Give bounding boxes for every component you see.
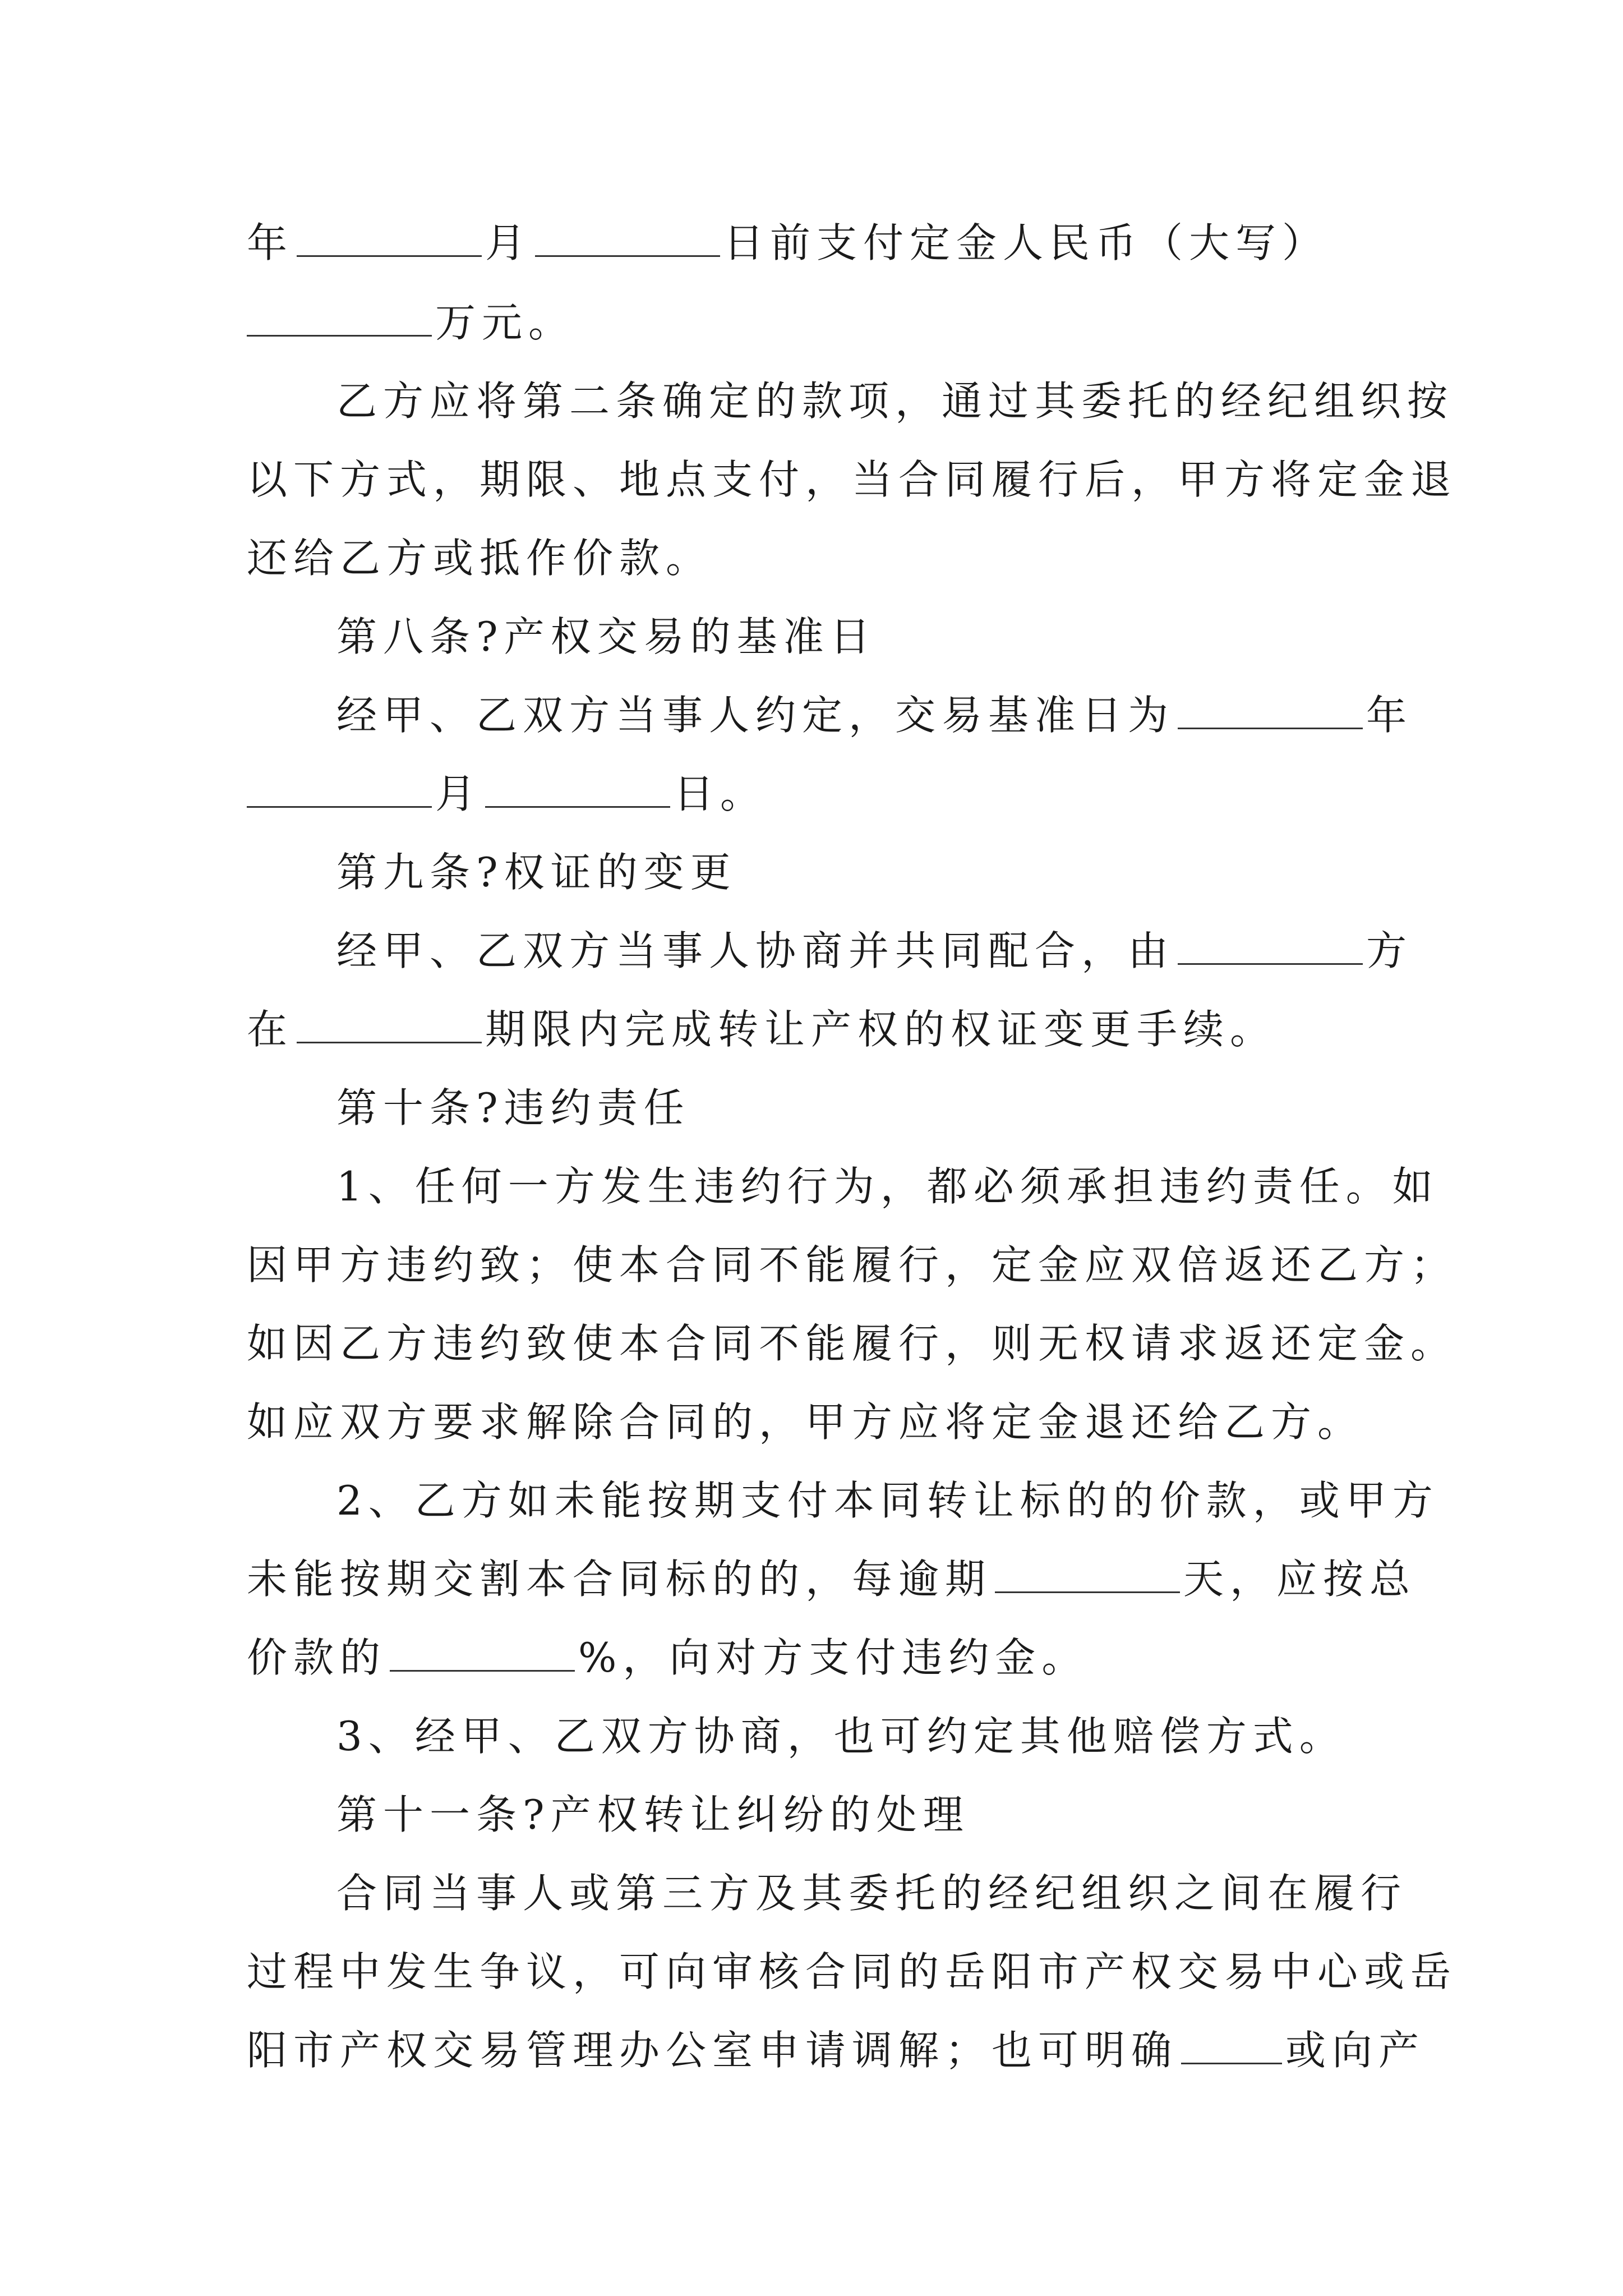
text-line bbox=[247, 1630, 1088, 1686]
paragraph-line: 合同当事人或第三方及其委托的经纪组织之间在履行 bbox=[336, 1870, 1408, 1917]
paragraph-line: 1、任何一方发生违约行为，都必须承担违约责任。如 bbox=[336, 1163, 1439, 1210]
text-segment: 在 bbox=[247, 1006, 294, 1053]
blank-field bbox=[535, 222, 720, 257]
paragraph-line: 如因乙方违约致使本合同不能履行，则无权请求返还定金。 bbox=[247, 1320, 1458, 1367]
blank-field bbox=[297, 222, 482, 257]
blank-field bbox=[1178, 930, 1363, 965]
paragraph-line: 乙方应将第二条确定的款项，通过其委托的经纪组织按 bbox=[336, 378, 1454, 425]
text-line bbox=[336, 687, 1413, 743]
paragraph-line: 因甲方违约致；使本合同不能履行，定金应双倍返还乙方； bbox=[247, 1241, 1458, 1289]
paragraph-line: 以下方式，期限、地点支付，当合同履行后，甲方将定金退 bbox=[247, 456, 1458, 503]
blank-field bbox=[995, 1558, 1180, 1593]
text-segment: 期限内完成转让产权的权证变更手续。 bbox=[485, 1006, 1277, 1053]
text-segment: 阳市产权交易管理办公室申请调解；也可明确 bbox=[247, 2027, 1178, 2074]
paragraph-line: 还给乙方或抵作价款。 bbox=[247, 535, 713, 582]
paragraph-line: 2、乙方如未能按期支付本同转让标的的价款，或甲方 bbox=[336, 1477, 1439, 1524]
text-line bbox=[247, 2022, 1425, 2078]
text-segment: 未能按期交割本合同标的的，每逾期 bbox=[247, 1556, 992, 1603]
blank-field bbox=[485, 772, 670, 808]
text-segment: 日前支付定金人民币（大写） bbox=[723, 219, 1329, 266]
text-segment: 月 bbox=[435, 770, 482, 817]
text-segment: 日。 bbox=[674, 770, 767, 817]
text-segment: 方 bbox=[1366, 927, 1413, 974]
text-line bbox=[247, 1551, 1416, 1607]
blank-field bbox=[247, 301, 432, 337]
blank-field bbox=[390, 1636, 575, 1672]
text-segment: 天，应按总 bbox=[1183, 1556, 1417, 1603]
text-segment: 年 bbox=[1366, 692, 1413, 739]
text-segment: 万元。 bbox=[435, 299, 575, 346]
text-segment: 经甲、乙双方当事人协商并共同配合，由 bbox=[336, 927, 1175, 974]
blank-field bbox=[297, 1008, 482, 1043]
text-segment: 或向产 bbox=[1285, 2027, 1426, 2074]
blank-field bbox=[1178, 694, 1363, 729]
text-line bbox=[247, 295, 575, 351]
section-heading: 第九条?权证的变更 bbox=[336, 849, 737, 896]
text-line bbox=[247, 1001, 1276, 1057]
text-segment: 年 bbox=[247, 219, 294, 266]
section-heading: 第八条?产权交易的基准日 bbox=[336, 613, 877, 660]
paragraph-line: 如应双方要求解除合同的，甲方应将定金退还给乙方。 bbox=[247, 1398, 1364, 1446]
text-segment: 经甲、乙双方当事人约定，交易基准日为 bbox=[336, 692, 1175, 739]
section-heading: 第十一条?产权转让纠纷的处理 bbox=[336, 1791, 970, 1838]
text-line bbox=[336, 923, 1413, 979]
blank-field bbox=[247, 772, 432, 808]
section-heading: 第十条?违约责任 bbox=[336, 1084, 690, 1131]
blank-field bbox=[1181, 2029, 1282, 2064]
text-segment: 价款的 bbox=[247, 1634, 387, 1681]
paragraph-line: 过程中发生争议，可向审核合同的岳阳市产权交易中心或岳 bbox=[247, 1948, 1458, 1995]
text-line bbox=[247, 766, 767, 822]
text-segment: %，向对方支付违约金。 bbox=[578, 1634, 1089, 1681]
text-line bbox=[247, 215, 1329, 271]
paragraph-line: 3、经甲、乙双方协商，也可约定其他赔偿方式。 bbox=[336, 1713, 1346, 1760]
text-segment: 月 bbox=[485, 219, 532, 266]
